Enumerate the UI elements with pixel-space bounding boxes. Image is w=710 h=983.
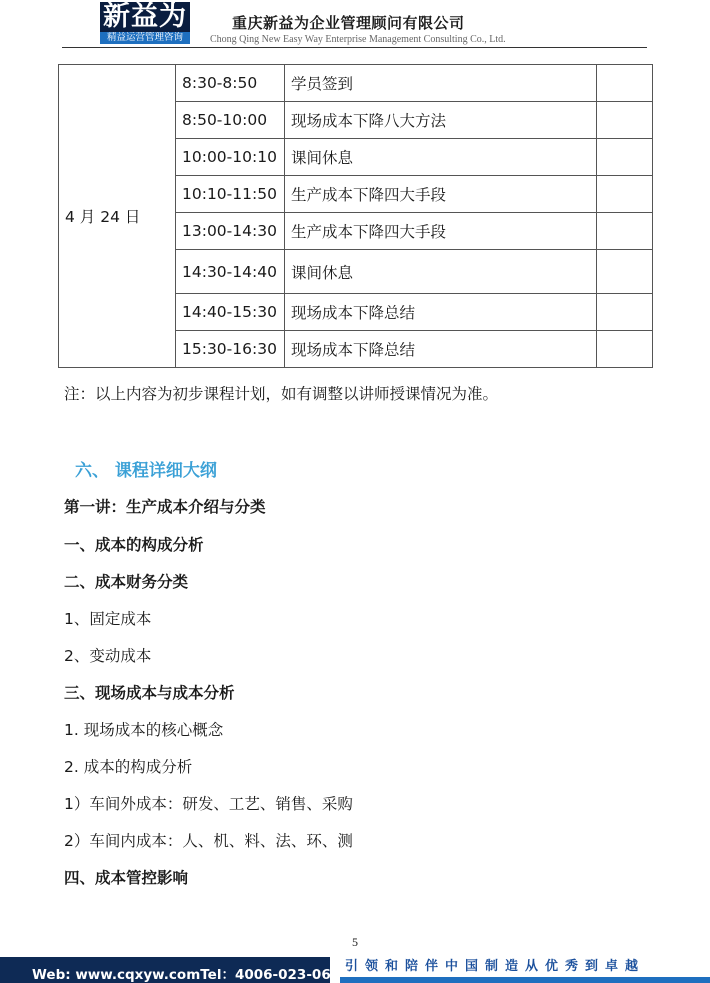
header-divider: [62, 47, 647, 48]
time-cell: 14:40-15:30: [176, 294, 285, 331]
content-cell: 课间休息: [285, 250, 597, 294]
empty-cell: [597, 65, 653, 102]
empty-cell: [597, 294, 653, 331]
time-cell: 8:50-10:00: [176, 102, 285, 139]
date-cell: 4 月 24 日: [59, 65, 176, 368]
time-cell: 14:30-14:40: [176, 250, 285, 294]
empty-cell: [597, 176, 653, 213]
outline-item: 2、变动成本: [64, 647, 152, 665]
outline-item: 1）车间外成本：研发、工艺、销售、采购: [64, 795, 353, 813]
footer-contact: Web: www.cqxyw.comTel：4006-023-060: [32, 967, 341, 983]
empty-cell: [597, 139, 653, 176]
schedule-note: 注：以上内容为初步课程计划，如有调整以讲师授课情况为准。: [64, 385, 499, 403]
schedule-table: [58, 64, 653, 368]
content-cell: 课间休息: [285, 139, 597, 176]
time-cell: 10:10-11:50: [176, 176, 285, 213]
page-number: 5: [352, 935, 358, 949]
content-cell: 生产成本下降四大手段: [285, 213, 597, 250]
logo-main-text: 新益为: [100, 2, 190, 32]
outline-heading: 三、现场成本与成本分析: [64, 684, 235, 702]
outline-item: 1、固定成本: [64, 610, 152, 628]
content-cell: 现场成本下降总结: [285, 294, 597, 331]
outline-item: 2）车间内成本：人、机、料、法、环、测: [64, 832, 353, 850]
content-cell: 现场成本下降总结: [285, 331, 597, 368]
outline-heading: 一、成本的构成分析: [64, 536, 204, 554]
table-row: [59, 65, 653, 102]
outline-item: 1. 现场成本的核心概念: [64, 721, 224, 739]
outline-item: 2. 成本的构成分析: [64, 758, 193, 776]
company-logo: [100, 2, 190, 44]
section-heading: 六、 课程详细大纲: [75, 461, 217, 481]
footer-stripe: [340, 977, 710, 983]
lecture-title: 第一讲：生产成本介绍与分类: [64, 498, 266, 516]
time-cell: 13:00-14:30: [176, 213, 285, 250]
empty-cell: [597, 102, 653, 139]
time-cell: 8:30-8:50: [176, 65, 285, 102]
time-cell: 15:30-16:30: [176, 331, 285, 368]
logo-sub-text: 精益运营管理咨询: [100, 32, 190, 44]
content-cell: 现场成本下降八大方法: [285, 102, 597, 139]
content-cell: 学员签到: [285, 65, 597, 102]
time-cell: 10:00-10:10: [176, 139, 285, 176]
footer-slogan: 引领和陪伴中国制造从优秀到卓越: [345, 959, 646, 974]
outline-heading: 四、成本管控影响: [64, 869, 189, 887]
empty-cell: [597, 250, 653, 294]
outline-heading: 二、成本财务分类: [64, 573, 189, 591]
empty-cell: [597, 213, 653, 250]
company-name-cn: 重庆新益为企业管理顾问有限公司: [232, 14, 465, 32]
empty-cell: [597, 331, 653, 368]
content-cell: 生产成本下降四大手段: [285, 176, 597, 213]
company-name-en: Chong Qing New Easy Way Enterprise Management Consulting Co., Ltd.: [210, 34, 506, 45]
